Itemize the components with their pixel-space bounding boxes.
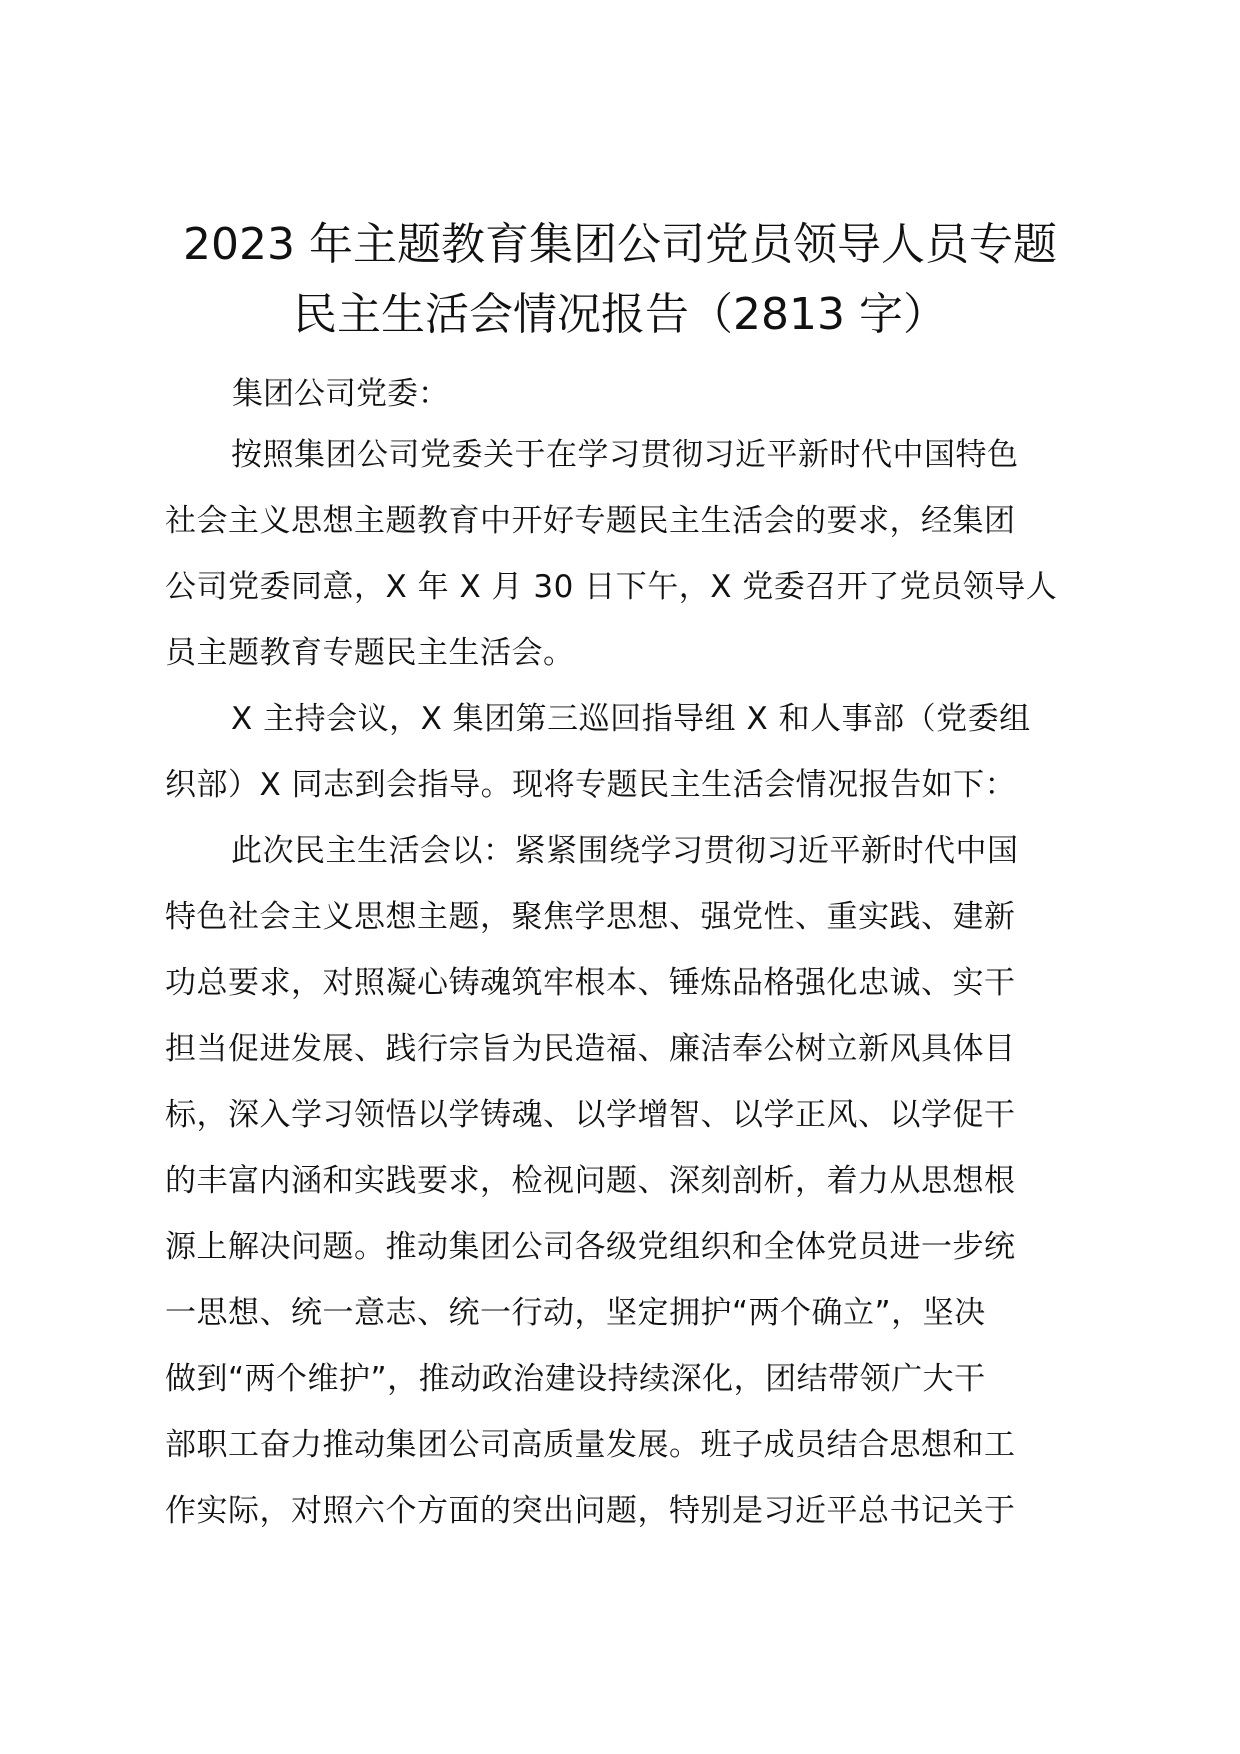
title-line-1: 2023 年主题教育集团公司党员领导人员专题 (183, 219, 1057, 270)
body-line: 担当促进发展、践行宗旨为民造福、廉洁奉公树立新风具体目 (165, 1031, 1016, 1067)
body-line: 作实际，对照六个方面的突出问题，特别是习近平总书记关于 (165, 1493, 1016, 1529)
body-line: 按照集团公司党委关于在学习贯彻习近平新时代中国特色 (231, 437, 1019, 473)
document-title (150, 210, 1090, 350)
title-line-2: 民主生活会情况报告（2813 字） (293, 289, 947, 340)
body-line: 此次民主生活会以：紧紧围绕学习贯彻习近平新时代中国 (231, 833, 1019, 869)
body-line: 源上解决问题。推动集团公司各级党组织和全体党员进一步统 (165, 1229, 1016, 1265)
body-line: 标，深入学习领悟以学铸魂、以学增智、以学正风、以学促干 (165, 1097, 1016, 1133)
body-line: 社会主义思想主题教育中开好专题民主生活会的要求，经集团 (165, 503, 1016, 539)
body-line: 织部）X 同志到会指导。现将专题民主生活会情况报告如下： (165, 767, 1017, 803)
body-line: 功总要求，对照凝心铸魂筑牢根本、锤炼品格强化忠诚、实干 (165, 965, 1016, 1001)
body-line: 一思想、统一意志、统一行动，坚定拥护“两个确立”，坚决 (165, 1295, 986, 1331)
body-line: 员主题教育专题民主生活会。 (165, 635, 575, 671)
body-line: 特色社会主义思想主题，聚焦学思想、强党性、重实践、建新 (165, 899, 1016, 935)
body-line: 的丰富内涵和实践要求，检视问题、深刻剖析，着力从思想根 (165, 1163, 1016, 1199)
body-line: X 主持会议，X 集团第三巡回指导组 X 和人事部（党委组 (231, 701, 1031, 737)
body-line: 部职工奋力推动集团公司高质量发展。班子成员结合思想和工 (165, 1427, 1016, 1463)
body-line: 公司党委同意，X 年 X 月 30 日下午，X 党委召开了党员领导人 (165, 569, 1058, 605)
document-body (165, 422, 1085, 1544)
body-line: 做到“两个维护”，推动政治建设持续深化，团结带领广大干 (165, 1361, 986, 1397)
salutation: 集团公司党委： (232, 376, 449, 412)
